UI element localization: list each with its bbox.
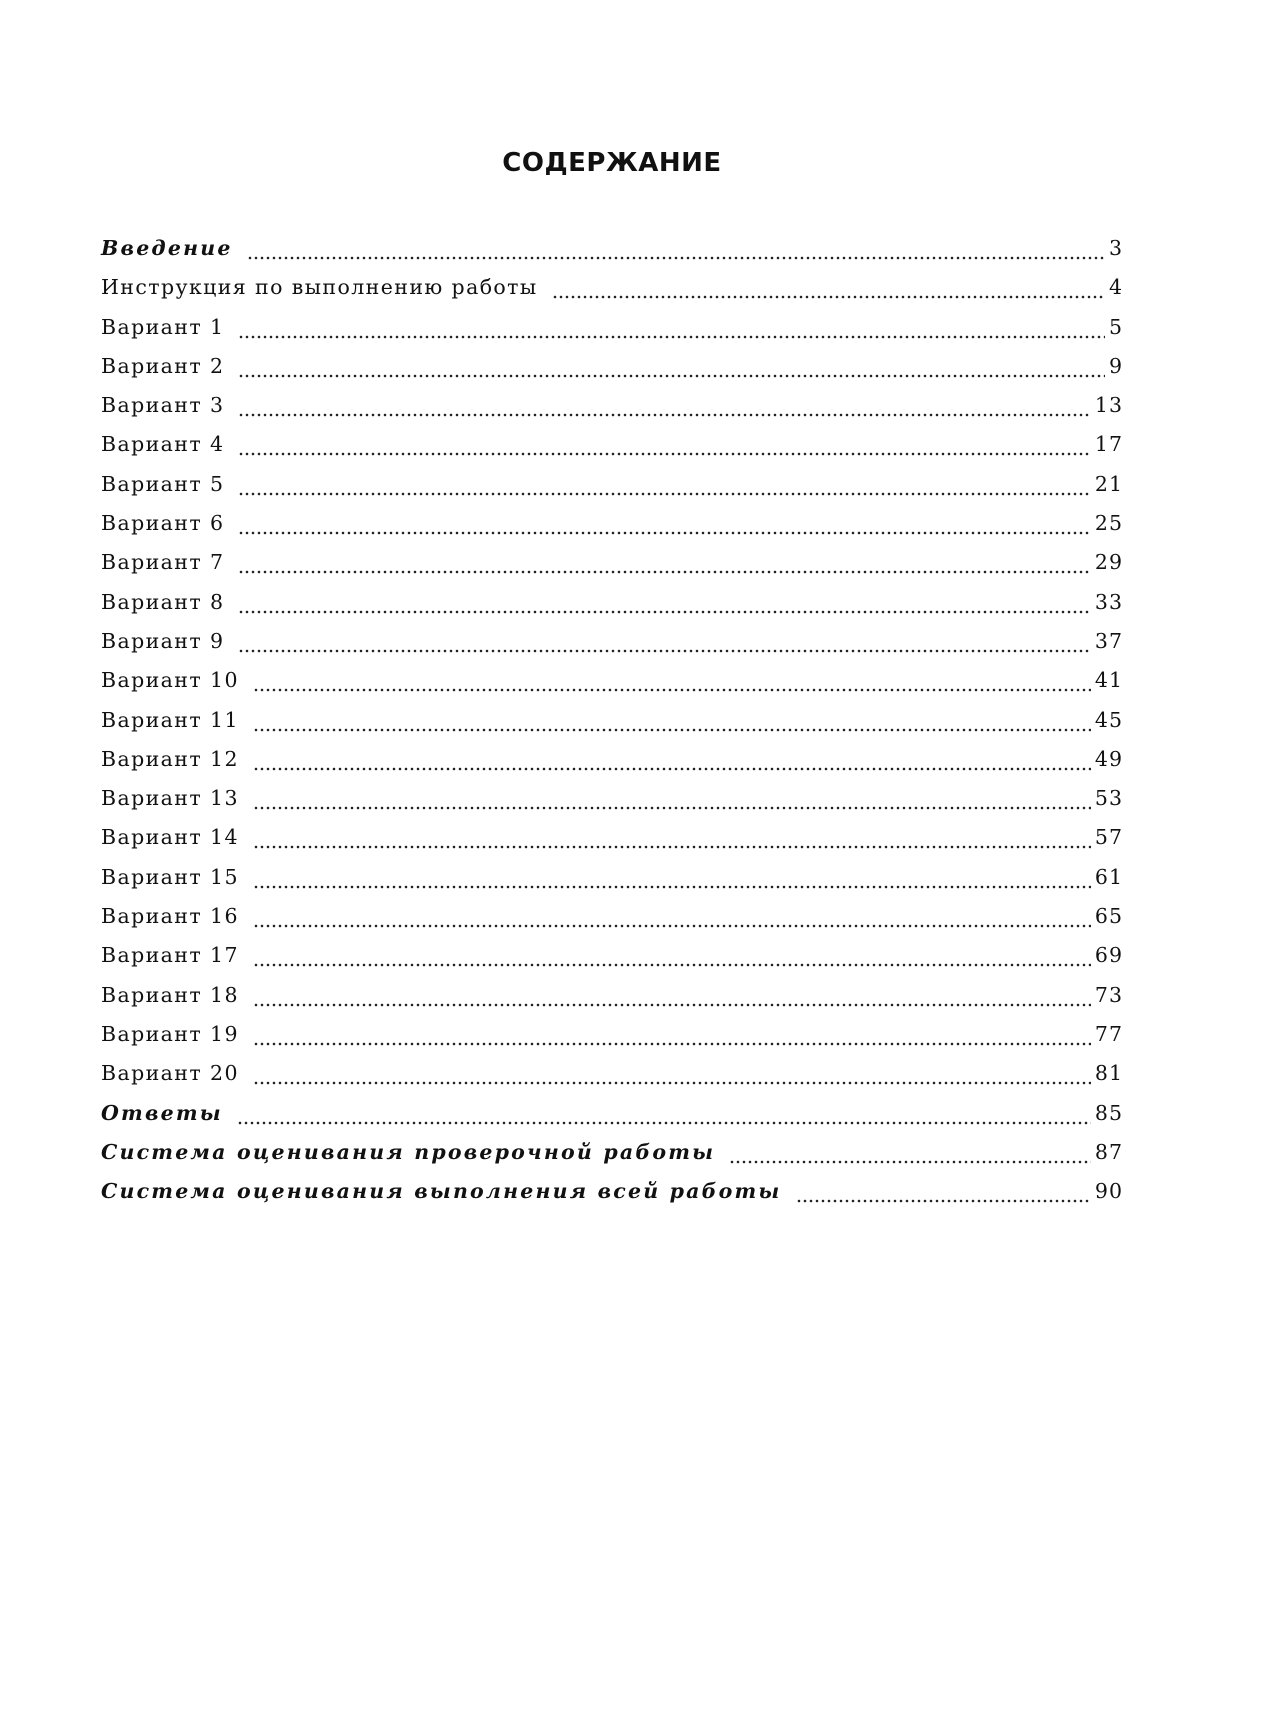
toc-entry-label: Вариант 3	[101, 393, 225, 418]
toc-entry-variant-4	[101, 431, 1123, 470]
toc-entry-page: 3	[1108, 236, 1123, 260]
toc-entry-label: Вариант 12	[101, 746, 239, 771]
toc-entry-page: 90	[1094, 1179, 1123, 1204]
toc-entry-variant-1	[101, 314, 1123, 353]
toc-entry-page: 73	[1094, 982, 1123, 1007]
toc-entry-page: 4	[1108, 275, 1123, 300]
toc-entry-page: 9	[1108, 353, 1123, 378]
toc-entry-variant-18	[101, 982, 1123, 1021]
toc-entry-grading-whole	[101, 1178, 1123, 1217]
toc-entry-label: Вариант 7	[101, 550, 225, 575]
toc-entry-instructions	[101, 274, 1123, 313]
toc-entry-variant-19	[101, 1021, 1123, 1060]
dot-leader	[237, 1100, 1091, 1139]
dot-leader	[253, 1021, 1091, 1060]
toc-entry-label: Вариант 8	[101, 589, 225, 614]
toc-entry-variant-15	[101, 864, 1123, 903]
toc-entry-label: Система оценивания проверочной работы	[101, 1139, 716, 1164]
toc-entry-introduction	[101, 235, 1123, 274]
toc-entry-variant-5	[101, 471, 1123, 510]
toc-entry-variant-9	[101, 628, 1123, 667]
toc-entry-page: 65	[1094, 904, 1123, 929]
toc-entry-label: Введение	[101, 236, 233, 260]
toc-entry-label: Вариант 1	[101, 314, 225, 339]
toc-entry-label: Вариант 14	[101, 825, 239, 850]
toc-entry-page: 57	[1094, 825, 1123, 850]
page-title: СОДЕРЖАНИЕ	[502, 148, 722, 178]
dot-leader	[238, 471, 1090, 510]
dot-leader	[253, 864, 1091, 903]
toc-entry-page: 53	[1094, 786, 1123, 811]
toc-entry-page: 61	[1094, 864, 1123, 889]
toc-entry-variant-2	[101, 353, 1123, 392]
dot-leader	[247, 235, 1105, 274]
dot-leader	[253, 667, 1091, 706]
dot-leader	[253, 707, 1091, 746]
toc-entry-variant-13	[101, 785, 1123, 824]
toc-entry-label: Вариант 20	[101, 1061, 239, 1086]
toc-entry-label: Вариант 18	[101, 982, 239, 1007]
toc-entry-variant-8	[101, 589, 1123, 628]
toc-entry-label: Вариант 10	[101, 668, 239, 693]
dot-leader	[238, 628, 1090, 667]
toc-entry-page: 87	[1094, 1139, 1123, 1164]
toc-entry-label: Система оценивания выполнения всей работы	[101, 1179, 782, 1204]
toc-entry-page: 81	[1094, 1061, 1123, 1086]
dot-leader	[253, 903, 1091, 942]
dot-leader	[729, 1139, 1091, 1178]
toc-entry-variant-14	[101, 824, 1123, 863]
table-of-contents	[101, 235, 1123, 1217]
toc-entry-page: 69	[1094, 943, 1123, 968]
toc-entry-variant-11	[101, 707, 1123, 746]
toc-entry-label: Вариант 2	[101, 353, 225, 378]
toc-entry-label: Вариант 9	[101, 628, 225, 653]
toc-entry-page: 49	[1094, 746, 1123, 771]
toc-entry-label: Ответы	[101, 1100, 223, 1125]
dot-leader	[552, 274, 1105, 313]
toc-entry-page: 33	[1094, 589, 1123, 614]
dot-leader	[238, 549, 1090, 588]
dot-leader	[253, 1060, 1091, 1099]
toc-entry-variant-16	[101, 903, 1123, 942]
toc-entry-variant-10	[101, 667, 1123, 706]
toc-entry-page: 29	[1094, 550, 1123, 575]
toc-entry-page: 5	[1108, 314, 1123, 339]
dot-leader	[238, 392, 1090, 431]
toc-entry-page: 17	[1094, 432, 1123, 457]
dot-leader	[253, 824, 1091, 863]
dot-leader	[253, 746, 1091, 785]
toc-entry-page: 25	[1094, 511, 1123, 536]
toc-entry-label: Вариант 11	[101, 707, 239, 732]
dot-leader	[238, 510, 1090, 549]
toc-entry-label: Вариант 16	[101, 904, 239, 929]
toc-entry-page: 45	[1094, 707, 1123, 732]
toc-entry-variant-6	[101, 510, 1123, 549]
toc-entry-label: Вариант 15	[101, 864, 239, 889]
toc-entry-answers	[101, 1100, 1123, 1139]
dot-leader	[238, 431, 1090, 470]
toc-entry-page: 13	[1094, 393, 1123, 418]
toc-entry-grading-test	[101, 1139, 1123, 1178]
toc-entry-label: Вариант 17	[101, 943, 239, 968]
toc-entry-variant-3	[101, 392, 1123, 431]
dot-leader	[253, 785, 1091, 824]
dot-leader	[253, 942, 1091, 981]
toc-entry-variant-7	[101, 549, 1123, 588]
dot-leader	[796, 1178, 1091, 1217]
toc-entry-label: Инструкция по выполнению работы	[101, 275, 538, 300]
toc-entry-label: Вариант 19	[101, 1021, 239, 1046]
dot-leader	[253, 982, 1091, 1021]
dot-leader	[238, 353, 1104, 392]
toc-entry-label: Вариант 4	[101, 432, 225, 457]
toc-entry-variant-12	[101, 746, 1123, 785]
toc-entry-page: 37	[1094, 628, 1123, 653]
toc-entry-page: 77	[1094, 1021, 1123, 1046]
dot-leader	[238, 589, 1090, 628]
toc-entry-label: Вариант 13	[101, 786, 239, 811]
toc-entry-variant-20	[101, 1060, 1123, 1099]
dot-leader	[238, 314, 1104, 353]
toc-entry-page: 85	[1094, 1100, 1123, 1125]
toc-entry-variant-17	[101, 942, 1123, 981]
toc-entry-page: 41	[1094, 668, 1123, 693]
toc-entry-label: Вариант 6	[101, 511, 225, 536]
toc-entry-page: 21	[1094, 471, 1123, 496]
toc-entry-label: Вариант 5	[101, 471, 225, 496]
